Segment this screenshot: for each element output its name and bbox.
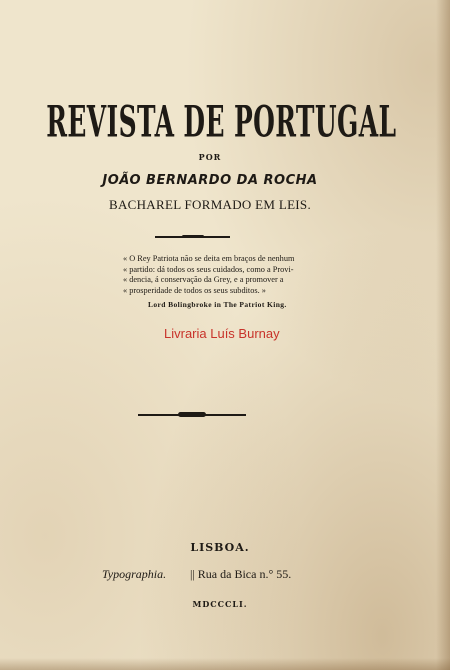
imprint-year: MDCCCLI. (192, 599, 248, 609)
epigraph-line: « dencia, á conservação da Grey, e a promover a (123, 275, 284, 284)
author-degree: BACHAREL FORMADO EM LEIS. (108, 197, 312, 212)
epigraph-line: « O Rey Patriota não se deita em braços de nenhum (123, 254, 295, 263)
epigraph (123, 254, 338, 296)
document-title: REVISTA DE PORTUGAL (46, 96, 397, 148)
by-line: POR (198, 152, 222, 162)
author-name: JOÃO BERNARDO DA ROCHA (102, 173, 318, 188)
epigraph-line: « partido: dá todos os seus cuidados, como a Provi- (123, 264, 294, 274)
page-bottom-shadow (0, 658, 450, 670)
imprint-address: || Rua da Bica n.° 55. (190, 567, 292, 581)
bookseller-stamp: Livraria Luís Burnay (164, 326, 280, 341)
epigraph-line: « prosperidade de todos os seus subditos. » (123, 285, 266, 295)
epigraph-attribution: Lord Bolingbroke in The Patriot King. (148, 300, 287, 309)
imprint-printer: Typographia. (102, 567, 167, 581)
imprint-city: LISBOA. (190, 541, 250, 554)
page-edge-shadow (436, 0, 450, 670)
